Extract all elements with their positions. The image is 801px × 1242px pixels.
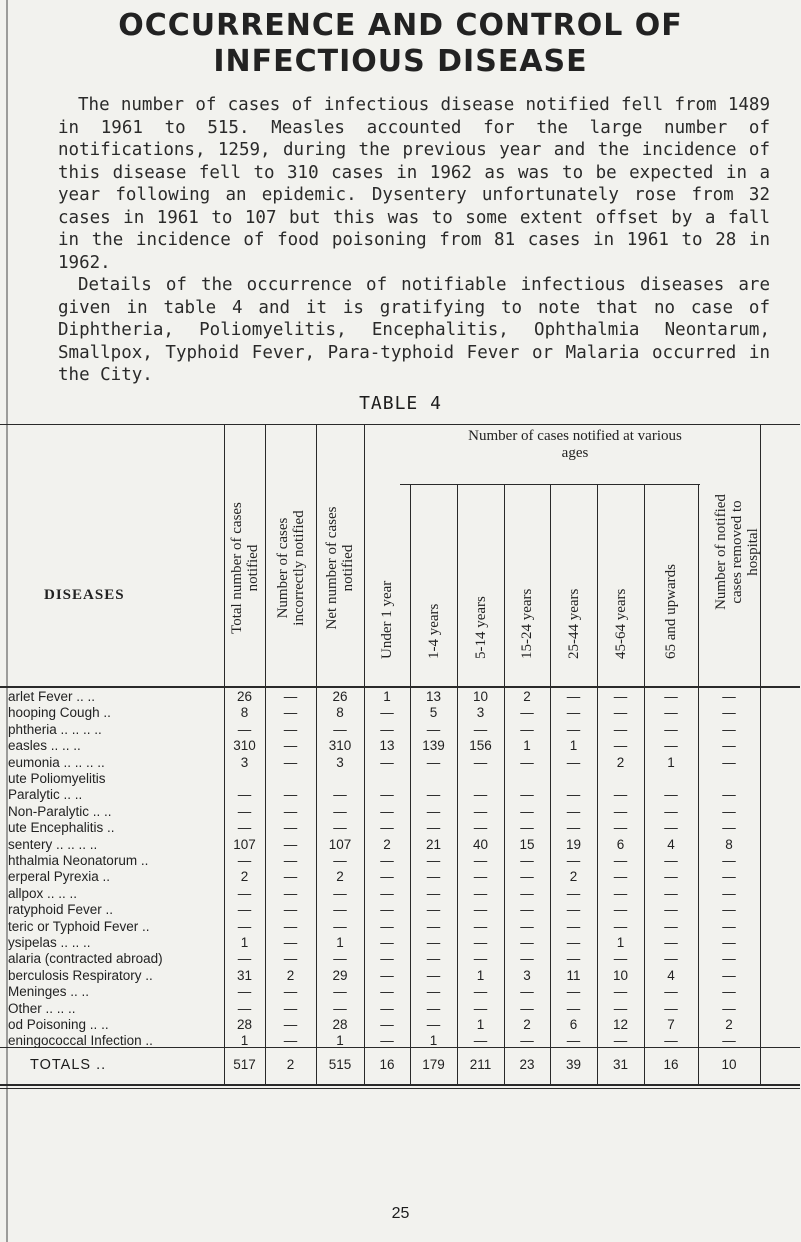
table-cell: 10: [612, 967, 629, 983]
table-cell: 21: [425, 836, 442, 852]
table-cell: —: [426, 787, 441, 803]
table-cell: 2: [523, 1017, 531, 1032]
table-cell: 26: [236, 689, 253, 704]
table-cell: —: [426, 1000, 441, 1016]
table-cell: —: [333, 820, 347, 836]
table-cell: —: [664, 984, 678, 1000]
table-cell: —: [283, 885, 298, 901]
table-cell: —: [333, 918, 347, 934]
disease-name: Meninges .. ..: [8, 984, 90, 1000]
totals-cell: 16: [663, 1057, 679, 1072]
table-cell: 7: [667, 1017, 675, 1032]
table-cell: 107: [328, 836, 352, 852]
disease-name: eningococcal Infection ..: [8, 1033, 153, 1049]
table-cell: —: [664, 935, 678, 950]
table-cell: —: [380, 853, 394, 868]
table-cell: —: [473, 853, 488, 868]
diseases-header: DISEASES: [44, 587, 125, 603]
totals-cell: 2: [286, 1057, 295, 1072]
page-title-line2: INFECTIOUS DISEASE: [213, 44, 588, 79]
table-cell: 2: [286, 967, 295, 983]
column-header-text: 5-14 years: [472, 596, 489, 659]
table-cell: 6: [569, 1017, 578, 1032]
table-cell: —: [237, 853, 252, 868]
disease-name: eumonia .. .. .. ..: [8, 754, 105, 770]
table-cell: 310: [328, 738, 352, 754]
table-cell: —: [380, 885, 394, 901]
table-cell: 2: [725, 1017, 733, 1032]
table-cell: —: [613, 787, 628, 803]
column-header-text: 25-44 years: [565, 588, 582, 659]
table-cell: —: [613, 902, 628, 918]
column-header-text: 1-4 years: [425, 603, 442, 659]
table-cell: —: [566, 935, 581, 950]
table-cell: —: [473, 1033, 488, 1049]
table-cell: —: [520, 820, 534, 836]
table-caption: TABLE 4: [359, 393, 442, 414]
column-header-text: Under 1 year: [379, 580, 395, 659]
table-cell: —: [722, 918, 736, 934]
table-cell: 8: [240, 705, 249, 721]
table-cell: —: [722, 820, 736, 836]
disease-name: sentery .. .. .. ..: [8, 836, 98, 852]
table-cell: —: [664, 951, 678, 967]
table-cell: 107: [233, 836, 256, 852]
table-cell: —: [333, 984, 347, 1000]
column-header-text: 15-24 years: [519, 588, 535, 659]
disease-name: phtheria .. .. .. ..: [8, 721, 102, 737]
table-cell: —: [333, 1000, 347, 1016]
table-cell: 2: [569, 869, 578, 885]
table-cell: —: [664, 787, 678, 803]
table-cell: —: [237, 918, 252, 934]
table-cell: —: [380, 935, 394, 950]
table-cell: —: [473, 803, 488, 819]
table-cell: —: [333, 853, 347, 868]
table-cell: 2: [616, 754, 625, 770]
table-cell: —: [283, 935, 298, 950]
disease-table: [0, 424, 800, 1073]
table-cell: —: [283, 836, 298, 852]
table-cell: —: [426, 820, 441, 836]
age-group-header: Number of cases notified at various ages: [468, 428, 682, 461]
table-cell: —: [473, 1000, 488, 1016]
table-cell: —: [613, 738, 628, 754]
table-cell: —: [333, 721, 347, 737]
table-cell: —: [473, 787, 488, 803]
table-bottom-rule: [0, 1084, 800, 1086]
column-header-text: 45-64 years: [612, 588, 629, 659]
table-cell: 28: [332, 1017, 348, 1032]
table-cell: 310: [233, 738, 256, 754]
table-cell: —: [520, 754, 534, 770]
table-cell: 1: [667, 754, 675, 770]
table-cell: —: [380, 918, 394, 934]
table-cell: —: [520, 918, 534, 934]
table-cell: —: [283, 705, 298, 721]
disease-name: ratyphoid Fever ..: [8, 902, 114, 918]
table-cell: —: [566, 803, 581, 819]
table-cell: —: [237, 1000, 252, 1016]
paragraph-2: Details of the occurrence of notifiable infectious diseases are given in table 4 and it is gratifying to note that no case of Diphtheria, Poliomyelitis, Encephalitis, Ophthalmia Neontarum, Smallpox, Typhoid Fever, Para-typhoid Fever or Malaria occurred in the City.: [58, 275, 770, 385]
table-cell: —: [664, 1033, 678, 1049]
column-header-text: Number of notified cases removed to hospital: [713, 494, 761, 610]
table-cell: —: [566, 853, 581, 868]
table-cell: —: [283, 754, 298, 770]
table-cell: 1: [240, 935, 249, 950]
table-cell: —: [333, 787, 347, 803]
table-cell: —: [566, 787, 581, 803]
table-cell: —: [426, 902, 441, 918]
table-cell: —: [473, 951, 488, 967]
table-cell: —: [722, 902, 736, 918]
table-cell: —: [473, 902, 488, 918]
table-cell: —: [520, 902, 534, 918]
table-cell: 2: [240, 869, 249, 885]
table-cell: —: [613, 853, 628, 868]
table-cell: —: [520, 935, 534, 950]
table-cell: —: [520, 885, 534, 901]
column-header-text: 65 and upwards: [663, 564, 679, 659]
disease-name: Non-Paralytic .. ..: [8, 803, 112, 819]
table-cell: —: [664, 820, 678, 836]
table-cell: 3: [523, 967, 531, 983]
disease-name: Other .. .. ..: [8, 1000, 76, 1016]
table-cell: 1: [616, 935, 625, 950]
paragraph-1: The number of cases of infectious disease notified fell from 1489 in 1961 to 515. Measles accounted for the large number of notifications, 1259, during the previous year and the incidence of this disease fell to 310 cases in 1962 as was to be expected in a year following an epidemic. Dysentery unfortunately rose from 32 cases in 1961 to 107 but this was to some extent offset by a fall in the incidence of food poisoning from 81 cases in 1961 to 28 in 1962.: [58, 95, 770, 273]
table-cell: —: [613, 918, 628, 934]
table-cell: —: [722, 689, 736, 704]
table-cell: —: [380, 820, 394, 836]
table-cell: —: [722, 885, 736, 901]
table-cell: —: [237, 885, 252, 901]
table-cell: 3: [240, 754, 249, 770]
table-cell: —: [613, 951, 628, 967]
table-cell: —: [722, 951, 736, 967]
table-cell: —: [566, 918, 581, 934]
table-cell: —: [237, 787, 252, 803]
table-cell: —: [520, 951, 534, 967]
table-cell: —: [520, 803, 534, 819]
table-cell: —: [426, 935, 441, 950]
table-cell: —: [237, 951, 252, 967]
table-cell: —: [237, 984, 252, 1000]
table-cell: —: [333, 885, 347, 901]
disease-name: ute Poliomyelitis: [8, 771, 106, 786]
table-cell: —: [664, 869, 678, 885]
totals-cell: 39: [565, 1057, 582, 1072]
table-cell: —: [283, 787, 298, 803]
table-cell: —: [722, 984, 736, 1000]
table-cell: —: [237, 721, 252, 737]
table-cell: 4: [667, 836, 675, 852]
table-cell: —: [520, 853, 534, 868]
table-cell: —: [613, 984, 628, 1000]
table-cell: —: [283, 984, 298, 1000]
table-cell: —: [473, 721, 488, 737]
table-cell: —: [613, 820, 628, 836]
table-cell: —: [473, 918, 488, 934]
table-cell: —: [566, 1000, 581, 1016]
table-cell: —: [722, 787, 736, 803]
totals-cell: 31: [612, 1057, 629, 1072]
table-cell: —: [613, 885, 628, 901]
table-cell: 13: [425, 689, 442, 704]
disease-name: ysipelas .. .. ..: [8, 935, 91, 950]
table-cell: 11: [566, 967, 581, 983]
table-cell: —: [380, 787, 394, 803]
table-cell: —: [664, 918, 678, 934]
table-cell: 1: [476, 967, 485, 983]
disease-name: alaria (contracted abroad): [8, 951, 163, 967]
table-cell: —: [333, 902, 347, 918]
table-cell: —: [426, 803, 441, 819]
table-cell: —: [380, 1000, 394, 1016]
table-cell: —: [722, 705, 736, 721]
totals-label: TOTALS ..: [30, 1057, 107, 1073]
table-cell: 40: [472, 836, 489, 852]
table-cell: 8: [336, 705, 344, 721]
totals-cell: 211: [469, 1057, 492, 1072]
table-cell: —: [426, 885, 441, 901]
table-cell: —: [566, 721, 581, 737]
disease-name: hooping Cough ..: [8, 705, 111, 721]
table-cell: —: [722, 935, 736, 950]
table-cell: —: [722, 738, 736, 754]
table-cell: —: [520, 1000, 534, 1016]
table-cell: —: [722, 967, 736, 983]
page-title-line1: OCCURRENCE AND CONTROL OF: [118, 8, 683, 43]
table-cell: —: [237, 803, 252, 819]
table-cell: 1: [476, 1017, 485, 1032]
table-cell: —: [380, 902, 394, 918]
header-bottom-rule: [0, 686, 800, 688]
table-cell: 1: [429, 1033, 438, 1049]
disease-name: hthalmia Neonatorum ..: [8, 853, 149, 868]
table-cell: —: [613, 869, 628, 885]
table-cell: —: [283, 738, 298, 754]
table-cell: —: [722, 754, 736, 770]
table-cell: —: [566, 951, 581, 967]
totals-cell: 517: [233, 1057, 256, 1072]
table-cell: 31: [236, 967, 253, 983]
table-cell: —: [613, 721, 628, 737]
table-cell: —: [380, 721, 394, 737]
table-cell: —: [380, 984, 394, 1000]
table-cell: —: [283, 902, 298, 918]
table-cell: —: [566, 902, 581, 918]
table-cell: —: [333, 951, 347, 967]
table-cell: —: [283, 918, 298, 934]
table-cell: —: [426, 967, 441, 983]
disease-name: Paralytic .. ..: [8, 787, 83, 803]
disease-name: berculosis Respiratory ..: [8, 967, 153, 983]
table-cell: —: [613, 689, 628, 704]
table-cell: 29: [332, 967, 348, 983]
column-header-text: Number of cases incorrectly notified: [274, 510, 307, 626]
table-cell: —: [283, 721, 298, 737]
table-cell: 1: [240, 1033, 249, 1049]
table-cell: 2: [336, 869, 344, 885]
table-cell: —: [664, 902, 678, 918]
table-cell: —: [566, 885, 581, 901]
table-cell: —: [613, 705, 628, 721]
table-cell: —: [283, 803, 298, 819]
table-cell: —: [664, 853, 678, 868]
table-cell: 139: [422, 738, 445, 754]
disease-name: od Poisoning .. ..: [8, 1017, 109, 1032]
table-cell: —: [333, 803, 347, 819]
table-cell: —: [473, 885, 488, 901]
totals-cell: 179: [422, 1057, 445, 1072]
table-cell: —: [426, 984, 441, 1000]
table-cell: 26: [332, 689, 348, 704]
table-cell: —: [283, 853, 298, 868]
table-cell: —: [664, 803, 678, 819]
table-cell: 12: [612, 1017, 629, 1032]
table-cell: —: [722, 803, 736, 819]
disease-name: ute Encephalitis ..: [8, 820, 115, 836]
table-cell: —: [380, 1017, 394, 1032]
table-cell: —: [473, 935, 488, 950]
table-cell: 1: [336, 1033, 344, 1049]
column-header-text: Net number of cases notified: [324, 506, 356, 630]
table-cell: —: [380, 754, 394, 770]
table-cell: —: [664, 689, 678, 704]
table-cell: —: [283, 820, 298, 836]
table-cell: —: [426, 754, 441, 770]
table-cell: —: [426, 1017, 441, 1032]
table-cell: —: [722, 1000, 736, 1016]
table-cell: —: [664, 721, 678, 737]
table-cell: —: [613, 803, 628, 819]
disease-name: erperal Pyrexia ..: [8, 869, 111, 885]
disease-name: arlet Fever .. ..: [8, 689, 96, 704]
table-cell: —: [283, 951, 298, 967]
table-cell: —: [664, 885, 678, 901]
table-cell: —: [613, 1000, 628, 1016]
table-cell: —: [380, 803, 394, 819]
table-cell: —: [473, 820, 488, 836]
table-cell: —: [664, 705, 678, 721]
table-cell: 3: [336, 754, 344, 770]
table-cell: —: [566, 705, 581, 721]
disease-name: allpox .. .. ..: [8, 885, 78, 901]
table-cell: —: [566, 820, 581, 836]
table-cell: —: [283, 689, 298, 704]
table-cell: —: [722, 1033, 736, 1049]
table-cell: —: [283, 1000, 298, 1016]
table-cell: 6: [616, 836, 625, 852]
table-cell: 156: [469, 738, 492, 754]
table-cell: —: [613, 1033, 628, 1049]
table-cell: 13: [379, 738, 395, 754]
table-cell: —: [520, 705, 534, 721]
table-top-rule: [0, 424, 800, 425]
table-cell: —: [426, 853, 441, 868]
table-cell: —: [380, 705, 394, 721]
table-cell: —: [380, 967, 394, 983]
table-cell: —: [473, 869, 488, 885]
table-cell: —: [566, 1033, 581, 1049]
table-cell: 28: [236, 1017, 253, 1032]
table-cell: 4: [667, 967, 675, 983]
table-cell: —: [520, 721, 534, 737]
table-cell: —: [520, 1033, 534, 1049]
table-cell: —: [283, 1033, 298, 1049]
table-cell: —: [380, 1033, 394, 1049]
table-cell: —: [520, 869, 534, 885]
table-cell: 2: [383, 836, 391, 852]
table-cell: —: [566, 984, 581, 1000]
table-cell: —: [566, 754, 581, 770]
table-cell: 10: [472, 689, 489, 704]
table-cell: —: [520, 787, 534, 803]
table-cell: 1: [383, 689, 391, 704]
table-cell: 15: [519, 836, 535, 852]
table-cell: —: [237, 820, 252, 836]
table-cell: 1: [336, 935, 344, 950]
table-cell: —: [426, 721, 441, 737]
disease-name: teric or Typhoid Fever ..: [8, 918, 150, 934]
table-cell: —: [283, 869, 298, 885]
table-cell: —: [426, 918, 441, 934]
disease-name: easles .. .. ..: [8, 738, 81, 754]
page-number: 25: [391, 1205, 410, 1222]
table-cell: 8: [725, 836, 733, 852]
table-cell: —: [722, 869, 736, 885]
table-cell: 2: [523, 689, 531, 704]
intro-text: [58, 94, 770, 387]
totals-cell: 16: [379, 1057, 395, 1072]
table-cell: 1: [523, 738, 531, 754]
table-cell: —: [566, 689, 581, 704]
totals-cell: 10: [721, 1057, 737, 1072]
table-cell: —: [473, 984, 488, 1000]
table-cell: —: [426, 951, 441, 967]
table-cell: —: [722, 853, 736, 868]
column-header-text: Total number of cases notified: [228, 502, 261, 634]
table-cell: —: [426, 869, 441, 885]
table-cell: —: [664, 738, 678, 754]
table-cell: —: [722, 721, 736, 737]
table-cell: —: [473, 754, 488, 770]
table-cell: —: [520, 984, 534, 1000]
table-cell: —: [380, 951, 394, 967]
table-bottom-rule-2: [0, 1088, 800, 1089]
totals-cell: 515: [328, 1057, 352, 1072]
table-cell: 5: [429, 705, 438, 721]
totals-cell: 23: [519, 1057, 535, 1072]
table-cell: —: [664, 1000, 678, 1016]
table-cell: —: [380, 869, 394, 885]
table-cell: 1: [569, 738, 578, 754]
table-cell: —: [237, 902, 252, 918]
table-cell: —: [283, 1017, 298, 1032]
table-cell: 3: [476, 705, 485, 721]
table-cell: 19: [565, 836, 582, 852]
